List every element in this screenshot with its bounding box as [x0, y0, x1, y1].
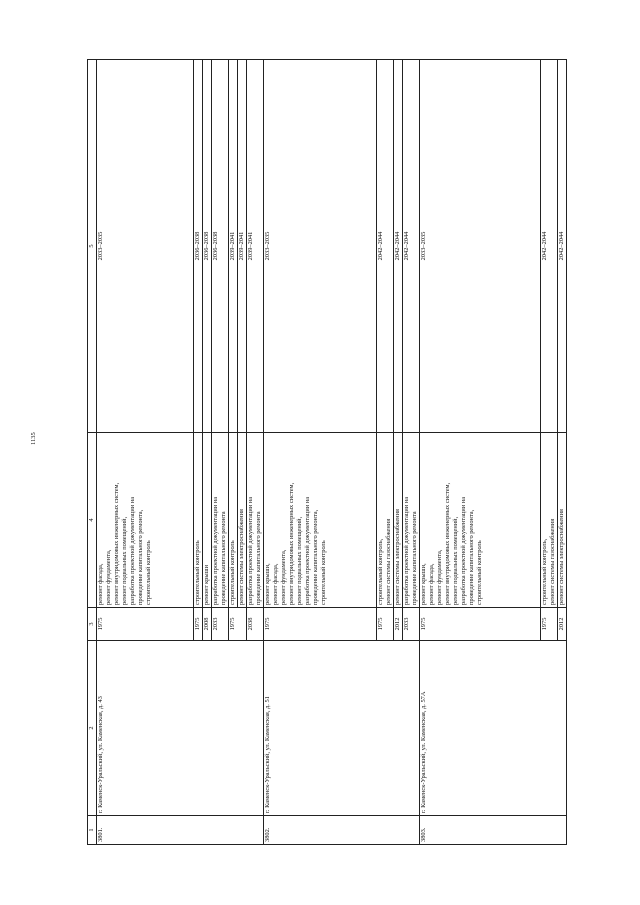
- work-line: ремонт системы электроснабжения: [394, 509, 401, 605]
- year-cell: 1975: [194, 608, 203, 641]
- works-cell: [229, 433, 238, 608]
- year-cell: 2012: [394, 608, 403, 641]
- table-row: [97, 60, 194, 845]
- period-cell: 2042–2044: [377, 60, 394, 433]
- work-line: строительный контроль: [229, 540, 236, 605]
- period-cell: 2036–2038: [212, 60, 229, 433]
- work-line: строительный контроль: [320, 540, 327, 605]
- works-cell: [203, 433, 212, 608]
- works-cell: [97, 433, 194, 608]
- work-line: проведение капитального ремонта,: [312, 509, 319, 605]
- year-cell: 1975: [229, 608, 247, 641]
- table-row: [420, 60, 541, 845]
- work-line: ремонт фундамента,: [436, 549, 443, 605]
- work-line: ремонт системы электроснабжения: [238, 509, 245, 605]
- work-line: строительный контроль: [145, 540, 152, 605]
- period-cell: 2039–2041: [238, 60, 247, 433]
- works-cell: [403, 433, 420, 608]
- period-cell: 2042–2044: [403, 60, 420, 433]
- work-line: ремонт крыши,: [264, 563, 271, 605]
- repair-schedule-table: [87, 59, 567, 845]
- year-cell: 1975: [264, 608, 377, 641]
- year-cell: 2038: [247, 608, 264, 641]
- work-line: ремонт внутридомовых инженерных систем,: [113, 482, 120, 605]
- work-line: разработка проектной документации на: [403, 496, 410, 605]
- work-line: ремонт подвальных помещений,: [121, 516, 128, 605]
- column-header: 2: [88, 641, 97, 816]
- column-header: 3: [88, 608, 97, 641]
- work-line: разработка проектной документации на: [247, 496, 254, 605]
- work-line: ремонт фундамента,: [280, 549, 287, 605]
- year-cell: 2033: [212, 608, 229, 641]
- period-cell: 2036–2038: [194, 60, 203, 433]
- work-line: строительный контроль: [476, 540, 483, 605]
- work-line: ремонт системы газоснабжения: [385, 518, 392, 605]
- work-line: проведение капитального ремонта: [411, 511, 418, 605]
- work-line: разработка проектной документации на: [460, 496, 467, 605]
- column-header: 4: [88, 433, 97, 608]
- year-cell: 1975: [420, 608, 541, 641]
- work-line: разработка проектной документации на: [304, 496, 311, 605]
- record-number: 3802.: [264, 816, 420, 845]
- works-cell: [420, 433, 541, 608]
- work-line: ремонт крыши: [203, 564, 210, 605]
- work-line: ремонт подвальных помещений,: [296, 516, 303, 605]
- period-cell: 2039–2041: [229, 60, 238, 433]
- year-cell: 2012: [558, 608, 567, 641]
- record-address: г. Каменск-Уральский, ул. Каменская, д. 43: [97, 641, 264, 816]
- works-cell: [558, 433, 567, 608]
- work-line: разработка проектной документации на: [129, 496, 136, 605]
- column-header: 1: [88, 816, 97, 845]
- year-cell: 2008: [203, 608, 212, 641]
- period-cell: 2042–2044: [394, 60, 403, 433]
- works-cell: [377, 433, 394, 608]
- works-cell: [541, 433, 558, 608]
- works-cell: [212, 433, 229, 608]
- work-line: ремонт крыши,: [420, 563, 427, 605]
- works-cell: [247, 433, 264, 608]
- work-line: ремонт внутридомовых инженерных систем,: [288, 482, 295, 605]
- work-line: строительный контроль,: [377, 538, 384, 605]
- record-number: 3801.: [97, 816, 264, 845]
- work-line: ремонт системы газоснабжения: [549, 518, 556, 605]
- work-line: ремонт внутридомовых инженерных систем,: [444, 482, 451, 605]
- work-line: строительный контроль,: [541, 538, 548, 605]
- record-address: г. Каменск-Уральский, ул. Каменская, д. 51: [264, 641, 420, 816]
- record-address: г. Каменск-Уральский, ул. Каменская, д. 57А: [420, 641, 567, 816]
- period-cell: 2042–2044: [541, 60, 558, 433]
- work-line: ремонт фасада,: [97, 563, 104, 605]
- works-cell: [394, 433, 403, 608]
- work-line: ремонт фасада,: [272, 563, 279, 605]
- works-cell: [264, 433, 377, 608]
- works-cell: [238, 433, 247, 608]
- column-number-row: [88, 60, 97, 845]
- work-line: ремонт подвальных помещений,: [452, 516, 459, 605]
- year-cell: 1975: [541, 608, 558, 641]
- rotated-table-area: [87, 85, 602, 845]
- period-cell: 2033–2035: [420, 60, 541, 433]
- work-line: ремонт фундамента,: [105, 549, 112, 605]
- record-number: 3803.: [420, 816, 567, 845]
- year-cell: 1975: [97, 608, 194, 641]
- column-header: 5: [88, 60, 97, 433]
- period-cell: 2033–2035: [264, 60, 377, 433]
- year-cell: 2033: [403, 608, 420, 641]
- period-cell: 2039–2041: [247, 60, 264, 433]
- work-line: ремонт системы электроснабжения: [558, 509, 565, 605]
- page-number: 1135: [30, 432, 37, 445]
- period-cell: 2036–2038: [203, 60, 212, 433]
- work-line: проведение капитального ремонта: [220, 511, 227, 605]
- work-line: строительный контроль: [194, 540, 201, 605]
- year-cell: 1975: [377, 608, 394, 641]
- table-row: [264, 60, 377, 845]
- work-line: разработка проектной документации на: [212, 496, 219, 605]
- works-cell: [194, 433, 203, 608]
- work-line: проведение капитального ремонта,: [468, 509, 475, 605]
- work-line: ремонт фасада,: [428, 563, 435, 605]
- work-line: проведение капитального ремонта: [255, 511, 262, 605]
- work-line: проведение капитального ремонта,: [137, 509, 144, 605]
- period-cell: 2033–2035: [97, 60, 194, 433]
- period-cell: 2042–2044: [558, 60, 567, 433]
